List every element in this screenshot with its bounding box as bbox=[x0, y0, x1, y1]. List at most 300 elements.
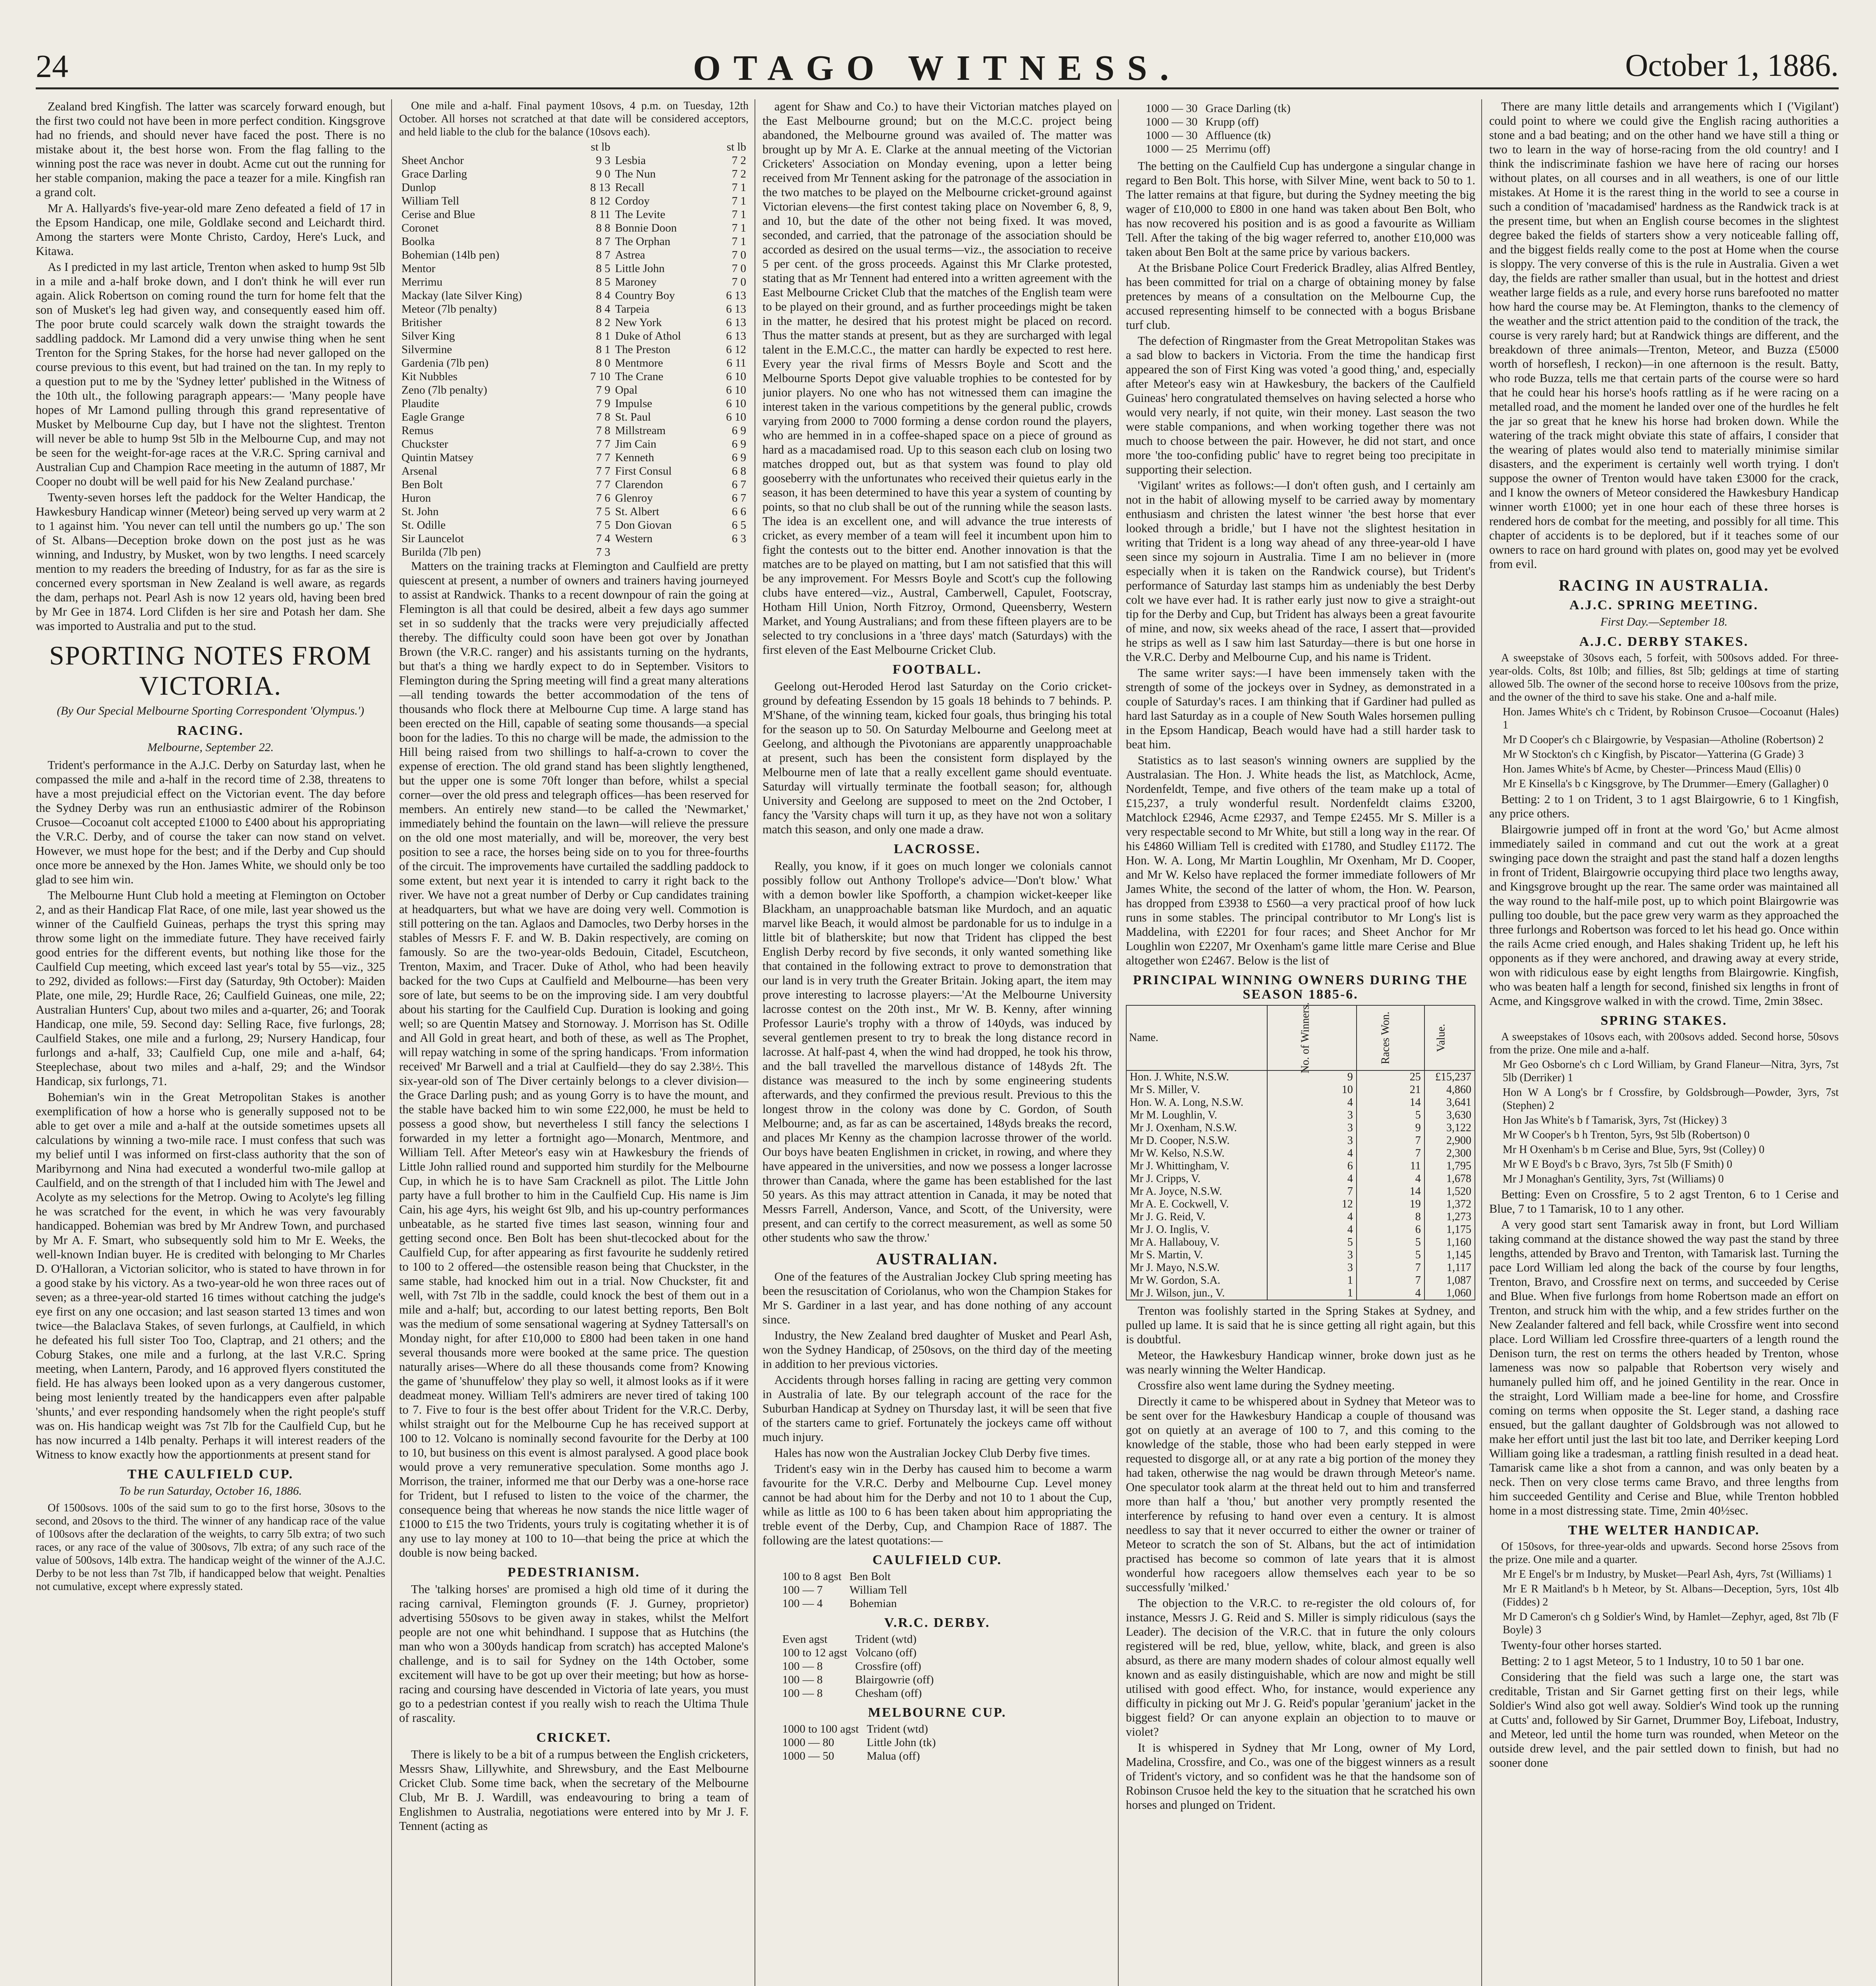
result-line bbox=[1503, 777, 1839, 790]
table-cell: 6 3 bbox=[731, 532, 746, 545]
horse-entry: Mr D Cameron's ch g Soldier's Wind, by Hamlet—Zephyr, aged, 8st 7lb bbox=[1503, 1611, 1826, 1623]
entry-row bbox=[399, 221, 749, 235]
section-heading-pedestrianism: PEDESTRIANISM. bbox=[508, 1565, 640, 1580]
odds-row bbox=[778, 1570, 911, 1583]
column-header: No. of Winners. bbox=[1267, 1005, 1357, 1070]
table-cell: 6 7 bbox=[731, 492, 746, 504]
meeting-heading: A.J.C. SPRING MEETING. bbox=[1569, 598, 1758, 612]
article-paragraph: Twenty-seven horses left the paddock for the Welter Handicap, the Hawkesbury Handicap winner (Meteor) being served up very warm at 2 to 1 against him. 'You never can tell until the numbers go up.' The son of St. Albans—Deception broke down on the post just as he was winning, and Industry, by Musket, won by two lengths. I need scarcely mention to my readers the breeding of Industry, for as far as the sire is concerned every sportsman in New Zealand is well aware, as regards the dam, perhaps not. Pearl Ash is now 12 years old, having been bred by Mr Gee in 1874. Lord Clifden is her sire and Potash her dam. She was imported to Australia and put to the stud. bbox=[36, 491, 385, 633]
table-cell: 100 — 8 bbox=[782, 1687, 823, 1700]
entry-row bbox=[399, 383, 749, 397]
table-cell: Grace Darling (tk) bbox=[1205, 102, 1291, 115]
table-cell: 2,900 bbox=[1424, 1134, 1475, 1147]
horse-entry: Mr W Cooper's b h Trenton, 5yrs, 9st 5lb bbox=[1503, 1129, 1685, 1141]
table-cell: Mr A. Joyce, N.S.W. bbox=[1126, 1185, 1267, 1198]
table-cell: 6 bbox=[1267, 1160, 1357, 1173]
table-cell: 7 bbox=[1357, 1262, 1424, 1274]
odds-row bbox=[1142, 115, 1295, 129]
table-cell: Remus bbox=[401, 424, 434, 437]
issue-date: October 1, 1886. bbox=[1625, 48, 1839, 83]
placing: 0 bbox=[1744, 1129, 1750, 1141]
result-line bbox=[1503, 748, 1839, 761]
entry-row bbox=[399, 437, 749, 451]
article-paragraph: Betting: 2 to 1 on Trident, 3 to 1 agst Blairgowrie, 6 to 1 Kingfish, any price others. bbox=[1489, 792, 1839, 820]
table-cell: Arsenal bbox=[401, 465, 438, 477]
owner-row bbox=[1126, 1211, 1475, 1223]
odds-row bbox=[778, 1687, 938, 1700]
table-cell: Chesham (off) bbox=[855, 1687, 922, 1700]
table-cell: Mr A. Hallabouy, V. bbox=[1126, 1236, 1267, 1249]
table-cell: 8 4 bbox=[596, 289, 610, 302]
table-cell: Mackay (late Silver King) bbox=[401, 289, 522, 302]
table-cell: 2,300 bbox=[1424, 1147, 1475, 1160]
horse-entry: Mr D Cooper's ch c Blairgowrie, by Vespasian—Atholine bbox=[1503, 734, 1760, 746]
table-cell: Merrimu (off) bbox=[1205, 143, 1270, 155]
placing: 2 bbox=[1548, 1099, 1554, 1112]
table-cell: 7 1 bbox=[731, 235, 746, 248]
entry-row bbox=[399, 194, 749, 208]
odds-table bbox=[778, 1722, 940, 1763]
table-cell: 1,175 bbox=[1424, 1223, 1475, 1236]
page-number: 24 bbox=[36, 48, 68, 84]
owner-row bbox=[1126, 1236, 1475, 1249]
table-cell: 14 bbox=[1357, 1185, 1424, 1198]
owner-row bbox=[1126, 1198, 1475, 1211]
odds-row bbox=[1142, 129, 1295, 142]
odds-row bbox=[778, 1632, 938, 1646]
odds-row bbox=[1142, 142, 1295, 156]
table-cell: 4 bbox=[1267, 1096, 1357, 1109]
table-cell: 6 13 bbox=[726, 303, 746, 315]
entry-row bbox=[399, 410, 749, 424]
entry-row bbox=[399, 518, 749, 532]
table-cell: Huron bbox=[401, 492, 431, 504]
newspaper-title: OTAGO WITNESS. bbox=[693, 48, 1181, 88]
table-cell: Ben Bolt bbox=[401, 478, 443, 491]
owner-row bbox=[1126, 1160, 1475, 1173]
odds-row bbox=[778, 1660, 938, 1673]
table-cell: 7 8 bbox=[596, 411, 610, 423]
entry-row bbox=[399, 235, 749, 248]
table-cell: 1,678 bbox=[1424, 1173, 1475, 1185]
table-cell: 8 0 bbox=[596, 357, 610, 369]
column-header: Value. bbox=[1424, 1005, 1475, 1070]
odds-table bbox=[1142, 102, 1295, 156]
table-cell: Mr J. Wilson, jun., V. bbox=[1126, 1287, 1267, 1300]
article-paragraph: Blairgowrie jumped off in front at the word 'Go,' but Acme almost immediately sailed in command and cut out the work at a great swinging pace down the straight and past the stand half a dozen lengths in front of Trident, Blairgowrie occupying third place two lengths away, and Kingsgrove brought up the rear. The same order was maintained all the way round to the half-mile post, up to which point Blairgowrie was pulling too double, but the pace grew very warm as they approached the three furlongs and Robertson was forced to let his head go. Once within the rails Acme cried enough, and Hales shaking Trident up, he left his opponents as if they were anchored, and drawing away at every stride, won with ridiculous ease by eight lengths from Blairgowrie. Kingfish, who was beaten half a length for second, finished six lengths in front of Acme, and Kingsgrove walked in with the crowd. Time, 2min 38sec. bbox=[1489, 823, 1839, 1008]
table-cell: Boolka bbox=[401, 235, 435, 248]
horse-entry: Mr E Engel's br m Industry, by Musket—Pearl Ash, 4yrs, 7st bbox=[1503, 1568, 1774, 1580]
byline: (By Our Special Melbourne Sporting Correspondent 'Olympus.') bbox=[56, 704, 365, 717]
table-cell: 3 bbox=[1267, 1134, 1357, 1147]
table-cell: 4 bbox=[1267, 1147, 1357, 1160]
odds-heading-melbourne-cup: MELBOURNE CUP. bbox=[868, 1705, 1007, 1720]
table-cell: Mr W. Kelso, N.S.W. bbox=[1126, 1147, 1267, 1160]
table-cell: 9 0 bbox=[596, 168, 610, 180]
table-cell: 6 bbox=[1357, 1223, 1424, 1236]
table-cell: 7 7 bbox=[596, 478, 610, 491]
table-cell: Maroney bbox=[615, 276, 657, 288]
table-cell: 7 9 bbox=[596, 397, 610, 410]
table-cell: Cordoy bbox=[615, 195, 650, 207]
table-cell: 7 5 bbox=[596, 505, 610, 518]
article-paragraph: Betting: Even on Crossfire, 5 to 2 agst Trenton, 6 to 1 Cerise and Blue, 7 to 1 Tamarisk, 10 to 1 any other. bbox=[1489, 1188, 1839, 1215]
placing: 1 bbox=[1503, 719, 1508, 731]
table-cell: The Preston bbox=[615, 343, 671, 356]
result-line bbox=[1503, 1582, 1839, 1609]
table-cell: Merrimu bbox=[401, 276, 443, 288]
table-cell: 8 4 bbox=[596, 303, 610, 315]
table-cell: 9 bbox=[1357, 1122, 1424, 1134]
entry-row bbox=[399, 464, 749, 478]
entry-row bbox=[399, 545, 749, 559]
table-cell: 7 4 bbox=[596, 532, 610, 545]
table-cell: Kenneth bbox=[615, 451, 654, 464]
table-cell: 6 13 bbox=[726, 316, 746, 329]
table-cell: Trident (wtd) bbox=[867, 1723, 928, 1735]
entry-row bbox=[399, 181, 749, 194]
table-cell: 8 bbox=[1357, 1211, 1424, 1223]
table-cell: 1,087 bbox=[1424, 1274, 1475, 1287]
odds-row bbox=[778, 1583, 911, 1597]
jockey: (Colley) bbox=[1719, 1144, 1756, 1156]
table-cell: The Levite bbox=[615, 208, 666, 221]
article-paragraph: Matters on the training tracks at Flemington and Caulfield are pretty quiescent at present, a number of owners and trainers having journeyed to assist at Randwick. Thanks to a recent downpour of rain the going at Flemington is all that could be desired, albeit a few days ago summer set in so suddenly that the tracks were very prejudicially affected thereby. The difficulty could soon have been got over by Jonathan Brown (the V.R.C. ranger) and his assistants turning on the hydrants, but that's a thing we hardly expect to do in September. Visitors to Flemington during the Spring meeting will find a great many alterations—all tending towards the better accommodation of the tens of thousands who flock there at Melbourne Cup time. A large stand has been erected on the Hill, capable of seating some thousands—a special boon for the ladies. To this no charge will be made, the admission to the Hill being raised from two shillings to half-a-crown to cover the expense of erection. The old grand stand has been slightly lengthened, but the upper one is some 70ft longer than before, whilst a special corner—over the old press and telegraph offices—has been reserved for members. An entirely new stand—to be called the 'Newmarket,' immediately behind the fountain on the lawn—will relieve the pressure on the old one most materially, and will be, moreover, the very best position to see a race, the horses being side on to you for three-fourths of the circuit. The improvements have curtailed the saddling paddock to some extent, but next year it is intended to carry it right back to the river. We have not a great number of Derby or Cup candidates training at headquarters, but what we have are doing very well. Commotion is still pottering on the tan. Aglaos and Damocles, two Derby horses in the stables of Messrs F. F. and W. B. Dakin respectively, are coming on famously. So are the two-year-olds Bedouin, Citadel, Escutcheon, Trenton, Maxim, and Tracer. Duke of Athol, who had been heavily backed for the two Cups at Caulfield and Melbourne—has been very sore of late, but seems to be on the improving side. I am very doubtful about his starting for the Caulfield Cup. Duration is looking and going well; so are Quentin Matsey and Stornoway. J. Morrison has St. Odille and All Gold in great heart, and both of these, as well as The Prophet, will repay watching in some of the spring handicaps. 'From information received' Mr Barwell and a trial at Caulfield—they do say 2.38½. This six-year-old son of The Diver certainly belongs to a clever division—the Grace Darling push; and as young Gorry is to have the mount, and the stable have backed him to win some £22,000, he must be held to possess a good show, but nevertheless I still fancy the selections I forwarded in my letter a fortnight ago—Monarch, Mentmore, and William Tell. After Meteor's easy win at Hawkesbury the friends of Little John rallied round and supported him sturdily for the Melbourne Cup, in which he is to have Sam Cracknell as pilot. The Little John party have a full brother to him in the Caulfield Cup. His name is Jim Cain, his age 4yrs, his weight 6st 9lb, and his up-country performances unbeatable, as he started five times last season, winning four and getting second once. Ben Bolt has been shut-tlecocked about for the Caulfield Cup, for after appearing as first favourite he suddenly retired to 100 to 2 offered—the ostensible reason being that Chuckster, in the same stable, had knocked him out in a trial. Now Chuckster, fit and well, with 7st 7lb in the saddle, could knock the best of them out in a mile and a-half; but, according to our latest betting reports, Ben Bolt was the medium of some sensational wagering at Sydney Tattersall's on Monday night, for after £10,000 to £800 had been taken in one hand several thousands more were booked at the same price. The question naturally arises—Where do all these thousands come from? Knowing the game of 'shunuffelow' they play so well, it almost looks as if it were deadmeat money. William Tell's admirers are never tired of taking 100 to 7. Five to four is the best offer about Trident for the V.R.C. Derby, whilst straight out for the Melbourne Cup he has received support at 100 to 12. Volcano is nominally second favourite for the Derby at 100 to 10, but business on this event is almost paralysed. A good place book would prove a very remunerative speculation. Some months ago J. Morrison, the trainer, informed me that our Derby was a one-horse race for Trident, but I refused to listen to the voice of the charmer, the consequence being that whereas he now stands the nice little wager of £1000 to £15 the two Tridents, yours truly is cogitating whether it is of any use to lay money at 100 to 10—that being the price at which the double is now being backed. bbox=[399, 559, 749, 1559]
article-paragraph: Trident's easy win in the Derby has caused him to become a warm favourite for the V.R.C. Derby and Melbourne Cup. Level money cannot be had about him for the Derby and not 10 to 1 about the Cup, while as little as 100 to 6 has been taken about him appropriating the treble event of the Derby, Cup, and Champion Race of 1887. The following are the latest quotations:— bbox=[762, 1462, 1112, 1547]
table-cell: 7 7 bbox=[596, 451, 610, 464]
weight-header: st lb bbox=[591, 141, 610, 153]
table-cell: 10 bbox=[1267, 1084, 1357, 1096]
table-cell: 6 9 bbox=[731, 438, 746, 450]
placing: 1 bbox=[1827, 1568, 1833, 1580]
table-cell: Affluence (tk) bbox=[1205, 129, 1271, 142]
table-cell: 8 5 bbox=[596, 262, 610, 275]
table-cell: 8 2 bbox=[596, 316, 610, 329]
table-cell: Western bbox=[615, 532, 653, 545]
article-paragraph: Directly it came to be whispered about in Sydney that Meteor was to be sent over for the Hawkesbury Handicap a couple of thousand was got on quietly at an average of 100 to 7, and this coming to the knowledge of the stable, those who had been early stepped in were requested to disgorge all, or at any rate a big portion of the money they had taken, otherwise the nag would be drawn through Meteor's name. One speculator took alarm at the threat held out to him and transferred more than half a 'thou,' but another very promptly resented the interference by refusing to hand over even a century. It is almost needless to say that it never occurred to either the owner or trainer of Meteor to scratch the son of St. Albans, but the act of intimidation practised has become so common of late years that it is almost wonderful how racegoers allow themselves each year to be so successfully 'milked.' bbox=[1126, 1395, 1475, 1594]
table-cell: 6 13 bbox=[726, 289, 746, 302]
weight-header: st lb bbox=[726, 141, 746, 153]
table-cell: 100 — 8 bbox=[782, 1660, 823, 1673]
jockey: (G Grade) bbox=[1750, 748, 1795, 761]
horse-entry: Mr H Oxenham's b m Cerise and Blue, 5yrs, 9st bbox=[1503, 1144, 1716, 1156]
column-rule bbox=[1481, 99, 1482, 1986]
article-paragraph: It is whispered in Sydney that Mr Long, owner of My Lord, Madelina, Crossfire, and Co., was one of the biggest winners as a result of Trident's victory, and so confident was he that the handsome son of Robinson Crusoe held the key to the situation that he scratched his own horses and plunged on Trident. bbox=[1126, 1741, 1475, 1812]
table-cell: St. Paul bbox=[615, 411, 651, 423]
table-cell: 25 bbox=[1357, 1070, 1424, 1084]
article-text bbox=[399, 559, 749, 1560]
jockey: (Williams) bbox=[1668, 1173, 1716, 1185]
table-cell: Bonnie Doon bbox=[615, 222, 677, 234]
table-cell: 8 7 bbox=[596, 235, 610, 248]
dateline: Melbourne, September 22. bbox=[147, 741, 274, 754]
table-cell: Hon. J. White, N.S.W. bbox=[1126, 1070, 1267, 1084]
table-cell: 8 12 bbox=[590, 195, 610, 207]
table-cell: William Tell bbox=[401, 195, 459, 207]
owner-row bbox=[1126, 1122, 1475, 1134]
table-cell: Meteor (7lb penalty) bbox=[401, 303, 497, 315]
table-cell: Tarpeia bbox=[615, 303, 650, 315]
table-cell: 7 2 bbox=[731, 154, 746, 167]
jockey: (Derriker) bbox=[1519, 1072, 1565, 1084]
masthead bbox=[36, 48, 1839, 89]
table-cell: 3 bbox=[1267, 1249, 1357, 1262]
table-cell: 5 bbox=[1357, 1249, 1424, 1262]
article-paragraph: There is likely to be a bit of a rumpus between the English cricketers, Messrs Shaw, Lillywhite, and Shrewsbury, and the East Melbourne Cricket Club. Some time back, when the secretary of the Melbourne Club, Mr B. J. Wardill, was endeavouring to bring a team of Englishmen to Australia, negotiations were entered into by Mr J. F. Tennent (acting as bbox=[399, 1748, 749, 1833]
odds-row bbox=[778, 1736, 940, 1749]
jockey: (Stephen) bbox=[1503, 1099, 1546, 1112]
table-cell: 8 5 bbox=[596, 276, 610, 288]
article-text bbox=[762, 99, 1112, 657]
owner-row bbox=[1126, 1173, 1475, 1185]
article-headline: SPORTING NOTES FROM VICTORIA. bbox=[49, 640, 372, 701]
table-cell: Sheet Anchor bbox=[401, 154, 464, 167]
table-cell: 6 10 bbox=[726, 384, 746, 396]
odds-row bbox=[1142, 102, 1295, 115]
table-cell: 1,160 bbox=[1424, 1236, 1475, 1249]
table-cell: Mr M. Loughlin, V. bbox=[1126, 1109, 1267, 1122]
article-text bbox=[762, 1269, 1112, 1547]
table-cell: 7 1 bbox=[731, 208, 746, 221]
section-heading-racing: RACING. bbox=[177, 723, 244, 738]
race-conditions: A sweepstake of 30sovs each, 5 forfeit, with 500sovs added. For three-year-olds. Colts, 8st 10lb; and fillies, 8st 5lb; geldings at time of starting allowed 5lb. The owner of the second horse to receive 100sovs from the prize, and the owner of the third to save his stake. One and a-half mile. bbox=[1489, 652, 1839, 703]
entry-row bbox=[399, 208, 749, 221]
table-cell: Recall bbox=[615, 181, 645, 194]
table-cell: Mr S. Miller, V. bbox=[1126, 1084, 1267, 1096]
table-cell: 1,060 bbox=[1424, 1287, 1475, 1300]
table-cell: 7 bbox=[1267, 1185, 1357, 1198]
result-line bbox=[1503, 705, 1839, 732]
table-cell: 8 1 bbox=[596, 330, 610, 342]
article-paragraph: Geelong out-Heroded Herod last Saturday on the Corio cricket-ground by defeating Essendon by 15 goals 18 behinds to 7 behinds. P. M'Shane, of the winning team, kicked four goals, thus bringing his total for the season up to 50. On Saturday Melbourne and Geelong meet at Geelong, and although the Pivotonians are apparently unapproachable at present, such has been the consistent form displayed by the Melbourne men of late that a really excellent game should eventuate. Saturday will virtually terminate the football season; for, although University and Geelong are supposed to meet on the 2nd October, I fancy the 'Varsity chaps will turn it up, as they have not won a solitary match this season, and only one made a draw. bbox=[762, 680, 1112, 836]
article-paragraph: At the Brisbane Police Court Frederick Bradley, alias Alfred Bentley, has been committed for trial on a charge of obtaining money by false pretences by means of a consultation on the Melbourne Cup, the accused representing himself to be connected with a bogus Brisbane turf club. bbox=[1126, 261, 1475, 332]
table-cell: 7 10 bbox=[590, 370, 610, 383]
entry-row bbox=[399, 248, 749, 262]
table-cell: Volcano (off) bbox=[855, 1646, 917, 1659]
table-cell: Quintin Matsey bbox=[401, 451, 474, 464]
table-cell: 6 5 bbox=[731, 519, 746, 531]
owner-row bbox=[1126, 1287, 1475, 1300]
table-cell: 6 7 bbox=[731, 478, 746, 491]
race-results bbox=[1489, 1568, 1839, 1636]
column-4 bbox=[1126, 99, 1475, 1986]
table-cell: 3 bbox=[1267, 1109, 1357, 1122]
table-cell: Mr W. Gordon, S.A. bbox=[1126, 1274, 1267, 1287]
table-cell: 100 to 8 agst bbox=[782, 1570, 842, 1583]
result-line bbox=[1503, 733, 1839, 746]
table-cell: Malua (off) bbox=[867, 1750, 920, 1762]
horse-entry: Mr J Monaghan's Gentility, 3yrs, 7st bbox=[1503, 1173, 1665, 1185]
jockey: (Hickey) bbox=[1679, 1114, 1719, 1126]
placing: 3 bbox=[1798, 748, 1804, 761]
owner-row bbox=[1126, 1274, 1475, 1287]
table-cell: Mr J. Cripps, V. bbox=[1126, 1173, 1267, 1185]
table-cell: Mr J. Whittingham, V. bbox=[1126, 1160, 1267, 1173]
table-cell: Crossfire (off) bbox=[855, 1660, 921, 1673]
table-cell: 7 6 bbox=[596, 492, 610, 504]
table-cell: New York bbox=[615, 316, 662, 329]
table-cell: 1000 — 25 bbox=[1146, 143, 1198, 155]
race-date: To be run Saturday, October 16, 1886. bbox=[119, 1484, 302, 1497]
result-line bbox=[1503, 1610, 1839, 1636]
table-cell: 7 1 bbox=[731, 181, 746, 194]
column-3 bbox=[762, 99, 1112, 1986]
article-paragraph: The objection to the V.R.C. to re-register the old colours of, for instance, Messrs J. G. Reid and S. Miller is simply ridiculous (says the Leader). The decision of the V.R.C. that in future the only colours registered will be red, blue, yellow, white, black, and green is also absurd, as there are many modern shades of colour almost equally well known and as easily distinguishable, which are now and might be still utilised with good effect. Who, for instance, would experience any difficulty in picking out Mr J. G. Reid's popular 'geranium' jacket in the biggest field? Or can anyone explain an objection to to mauve or violet? bbox=[1126, 1596, 1475, 1739]
table-cell: Mr J. O. Inglis, V. bbox=[1126, 1223, 1267, 1236]
table-cell: Mr S. Martin, V. bbox=[1126, 1249, 1267, 1262]
table-cell: 4 bbox=[1267, 1223, 1357, 1236]
table-cell: 6 11 bbox=[726, 357, 746, 369]
table-cell: Burilda (7lb pen) bbox=[401, 546, 481, 558]
table-cell: 1,117 bbox=[1424, 1262, 1475, 1274]
columns bbox=[36, 99, 1839, 1986]
entry-row bbox=[399, 329, 749, 343]
table-cell: 1000 — 50 bbox=[782, 1750, 834, 1762]
placing: 0 bbox=[1727, 1158, 1733, 1171]
table-cell: 5 bbox=[1357, 1109, 1424, 1122]
owner-row bbox=[1126, 1147, 1475, 1160]
table-cell: Mr D. Cooper, N.S.W. bbox=[1126, 1134, 1267, 1147]
result-line bbox=[1503, 1568, 1839, 1581]
table-cell: 1000 to 100 agst bbox=[782, 1723, 859, 1735]
article-text bbox=[1126, 159, 1475, 968]
jockey: (Robertson) bbox=[1762, 734, 1816, 746]
horse-entry: Hon. James White's ch c Trident, by Robinson Crusoe—Cocoanut bbox=[1503, 706, 1803, 718]
article-paragraph: Statistics as to last season's winning owners are supplied by the Australasian. The Hon. J. White heads the list, as Matchlock, Acme, Nordenfeldt, Tempe, and five others of the team make up a total of £15,237, a truly wonderful result. Nordenfeldt claims £3200, Matchlock £2946, Acme £2937, and Tempe £2455. Mr S. Miller is a very respectable second to Mr White, but still a long way in the rear. Of his £4860 William Tell is credited with £1780, and Studley £1172. The Hon. W. A. Long, Mr Martin Loughlin, Mr Oxenham, Mr D. Cooper, and Mr W. Kelso have replaced the former immediate followers of Mr James White, the second of the latter of whom, the Hon. W. Pearson, has dropped from £3938 to £560—a very practical proof of how luck runs in some stables. The principal contributor to Mr Long's list is Maddelina, with £2201 for four races; and Sheet Anchor for Mr Loughlin won £2207, Mr Oxenham's game little mare Cerise and Blue altogether won £2467. Below is the list of bbox=[1126, 753, 1475, 967]
race-conditions: Of 1500sovs. 100s of the said sum to go to the first horse, 30sovs to the second, and 20sovs to the third. The winner of any handicap race of the value of 100sovs after the declaration of the weights, to carry 5lb extra; of two such races, or any race of the value of 300sovs, 7lb extra; of any such race of the value of 500sovs, 14lb extra. The handicap weight of the winner of the A.J.C. Derby to be not less than 7st 7lb, if handicapped below that weight. Penalties not cumulative, except where expressly stated. bbox=[36, 1502, 385, 1593]
table-cell: Mr J. Oxenham, N.S.W. bbox=[1126, 1122, 1267, 1134]
table-cell: 7 2 bbox=[731, 168, 746, 180]
jockey: (Ellis) bbox=[1764, 763, 1793, 775]
article-paragraph: As I predicted in my last article, Trenton when asked to hump 9st 5lb in a mile and a-half broke down, and I don't think he will ever run again. Alick Robertson on coming round the turn for home felt that the son of Musket's leg had given way, and consequently eased him off. The poor brute could scarcely walk down the straight towards the saddling paddock. Mr Lamond did a very unwise thing when he sent Trenton for the Spring Stakes, for the horse had never galloped on the course previous to this event, but had trained on the tan. In my reply to a question put to me by the 'Sydney letter' published in the Witness of the 10th ult., the following paragraph appears:— 'Many people have hopes of Mr Lamond pulling through this grand representative of Musket by Melbourne Cup day, but I have not the slightest. Trenton will never be able to hump 9st 5lb in the Melbourne Cup, and may not be seen for the weight-for-age races at the V.R.C. Spring carnival and Australian Cup and Champion Race meeting in the autumn of 1887, Mr Cooper no doubt will be well paid for his New Zealand purchase.' bbox=[36, 260, 385, 488]
table-cell: Lesbia bbox=[615, 154, 646, 167]
article-paragraph: Accidents through horses falling in racing are getting very common in Australia of late. By our telegraph account of the race for the Suburban Handicap at Sydney on Thursday last, it will be seen that five of the starters came to grief. Fortunately the jockeys came off without much injury. bbox=[762, 1373, 1112, 1444]
table-cell: William Tell bbox=[849, 1584, 907, 1596]
jockey: (Hales) bbox=[1806, 706, 1839, 718]
table-cell: 1,520 bbox=[1424, 1185, 1475, 1198]
table-cell: 8 11 bbox=[591, 208, 610, 221]
entry-row bbox=[399, 505, 749, 518]
table-cell: 7 7 bbox=[596, 465, 610, 477]
owner-row bbox=[1126, 1096, 1475, 1109]
horse-entry: Mr Geo Osborne's ch c Lord William, by Grand Flaneur—Nitra, 3yrs, 7st 5lb bbox=[1503, 1059, 1839, 1084]
race-heading: SPRING STAKES. bbox=[1600, 1013, 1727, 1028]
table-cell bbox=[713, 545, 749, 559]
table-cell: Sir Launcelot bbox=[401, 532, 464, 545]
placing: 0 bbox=[1718, 1173, 1724, 1185]
article-paragraph: A very good start sent Tamarisk away in front, but Lord William taking command at the distance showed the way past the stand by three lengths, attended by Bravo and Trenton, with Tamarisk last. Turning the pace Lord William led along the back of the course by four lengths, Trenton, Bravo, and Crossfire next on terms, and succeeded by Cerise and Blue. When five furlongs from home Robertson made an effort on Trenton, and struck him with the whip, and a few strides further on the New Zealander faltered and fell back, while Crossfire went into second place. Lord William led Crossfire three-quarters of a length round the Denison turn, the rest on terms the others headed by Trenton, whose lameness was now so palpable that Robertson very wisely and humanely pulled him off, and he joined Gentility in the rear. Once in the straight, Lord William made a bee-line for home, and Crossfire coming on terms when opposite the St. Leger stand, a dashing race ensued, but the gallant daughter of Goldsbrough was not allowed to make her effort until just the last bit too late, and Derriker keeping Lord William going like a tradesman, a rattling finish resulted in a dead heat. Tamarisk came like a shot from a cannon, and was only beaten by a neck. Then on very close terms came Bravo, and three lengths from him succeeded Gentility and Cerise and Blue, while Trenton hobbled home in a most distressing state. Time, 2min 40½sec. bbox=[1489, 1218, 1839, 1517]
table-cell: 100 to 12 agst bbox=[782, 1646, 847, 1659]
table-cell: 1,372 bbox=[1424, 1198, 1475, 1211]
table-cell: 100 — 8 bbox=[782, 1673, 823, 1686]
table-cell: 6 13 bbox=[726, 330, 746, 342]
placing: 2 bbox=[1542, 1596, 1548, 1608]
table-cell: Little John bbox=[615, 262, 665, 275]
table-cell: 3,641 bbox=[1424, 1096, 1475, 1109]
result-line bbox=[1503, 763, 1839, 776]
odds-row bbox=[778, 1722, 940, 1736]
owner-row bbox=[1126, 1262, 1475, 1274]
table-cell: Mentmore bbox=[615, 357, 663, 369]
article-text bbox=[1489, 792, 1839, 1008]
odds-table bbox=[778, 1632, 938, 1700]
table-cell: Duke of Athol bbox=[615, 330, 681, 342]
table-cell: 6 8 bbox=[731, 465, 746, 477]
owner-row bbox=[1126, 1134, 1475, 1147]
table-cell: Krupp (off) bbox=[1205, 116, 1259, 128]
table-cell: 7 1 bbox=[731, 195, 746, 207]
horse-entry: Mr E R Maitland's b h Meteor, by St. Albans—Deception, 5yrs, 10st 4lb bbox=[1503, 1583, 1839, 1595]
entry-row bbox=[399, 154, 749, 167]
placing: 0 bbox=[1823, 778, 1829, 790]
table-cell: Jim Cain bbox=[615, 438, 656, 450]
table-cell: Chuckster bbox=[401, 438, 448, 450]
table-cell: Millstream bbox=[615, 424, 666, 437]
result-line bbox=[1503, 1114, 1839, 1127]
section-heading-australian: AUSTRALIAN. bbox=[876, 1250, 998, 1268]
article-text bbox=[1489, 1187, 1839, 1518]
horse-entry: Hon. James White's bf Acme, by Chester—Princess Maud bbox=[1503, 763, 1762, 775]
jockey: (F Boyle) bbox=[1503, 1611, 1839, 1636]
article-paragraph: One of the features of the Australian Jockey Club spring meeting has been the resuscitation of Coriolanus, who won the Champion Stakes for Mr S. Gardiner in a last year, and has done nothing of any account since. bbox=[762, 1270, 1112, 1326]
table-cell: 12 bbox=[1267, 1198, 1357, 1211]
result-line bbox=[1503, 1143, 1839, 1156]
table-cell: 6 9 bbox=[731, 424, 746, 437]
table-cell: 5 bbox=[1267, 1236, 1357, 1249]
entry-row bbox=[399, 167, 749, 181]
column-2 bbox=[399, 99, 749, 1986]
article-paragraph: Hales has now won the Australian Jockey Club Derby five times. bbox=[774, 1446, 1090, 1460]
table-cell: 7 0 bbox=[731, 276, 746, 288]
table-cell: St. Odille bbox=[401, 519, 446, 531]
table-cell: Silver King bbox=[401, 330, 455, 342]
table-cell: 6 10 bbox=[726, 370, 746, 383]
table-cell: 1 bbox=[1267, 1287, 1357, 1300]
table-cell: 9 3 bbox=[596, 154, 610, 167]
entry-row bbox=[399, 397, 749, 410]
entry-row bbox=[399, 491, 749, 505]
article-paragraph: The same writer says:—I have been immensely taken with the strength of some of the jockeys over in Sydney, as demonstrated in a couple of Saturday's races. I am thinking that if Gardiner had pulled as hard last Saturday as in a couple of New South Wales horsemen pulling in the Epsom Handicap, Beach would have had a still harder task to beat him. bbox=[1126, 666, 1475, 751]
table-cell: 3 bbox=[1267, 1262, 1357, 1274]
placing: 3 bbox=[1721, 1114, 1727, 1126]
table-cell: Don Giovan bbox=[615, 519, 672, 531]
table-cell: Mr J. G. Reid, V. bbox=[1126, 1211, 1267, 1223]
table-cell: Hon. W. A. Long, N.S.W. bbox=[1126, 1096, 1267, 1109]
section-heading-caulfield-cup: THE CAULFIELD CUP. bbox=[127, 1467, 294, 1482]
horse-entry: Mr W E Boyd's b c Bravo, 3yrs, 7st 5lb bbox=[1503, 1158, 1678, 1171]
table-cell: Little John (tk) bbox=[867, 1736, 936, 1749]
table-cell: Mr A. E. Cockwell, V. bbox=[1126, 1198, 1267, 1211]
entry-row bbox=[399, 262, 749, 275]
table-cell: 8 1 bbox=[596, 343, 610, 356]
table-cell: 4 bbox=[1357, 1287, 1424, 1300]
jockey: (Williams) bbox=[1776, 1568, 1824, 1580]
owner-row bbox=[1126, 1109, 1475, 1122]
table-cell: 7 bbox=[1357, 1134, 1424, 1147]
table-cell: 1,795 bbox=[1424, 1160, 1475, 1173]
placing: 0 bbox=[1795, 763, 1801, 775]
table-cell: 7 bbox=[1357, 1147, 1424, 1160]
table-cell: 4 bbox=[1267, 1211, 1357, 1223]
placing: 3 bbox=[1536, 1624, 1542, 1636]
table-cell: Bohemian (14lb pen) bbox=[401, 249, 500, 261]
race-heading: A.J.C. DERBY STAKES. bbox=[1579, 634, 1749, 649]
column-rule bbox=[391, 99, 392, 1986]
table-cell: 7 0 bbox=[731, 262, 746, 275]
odds-row bbox=[778, 1749, 940, 1763]
jockey: (Fiddes) bbox=[1503, 1596, 1540, 1608]
article-paragraph: Zealand bred Kingfish. The latter was scarcely forward enough, but the first two could not have been in more perfect condition. Kingsgrove had no friends, and should never have faced the post. There is no mistake about it, the best horse won. From the flag falling to the winning post the race was never in doubt. Acme cut out the running for her stable companion, making the pace a teazer for a mile. Kingfish ran a grand colt. bbox=[36, 100, 385, 199]
